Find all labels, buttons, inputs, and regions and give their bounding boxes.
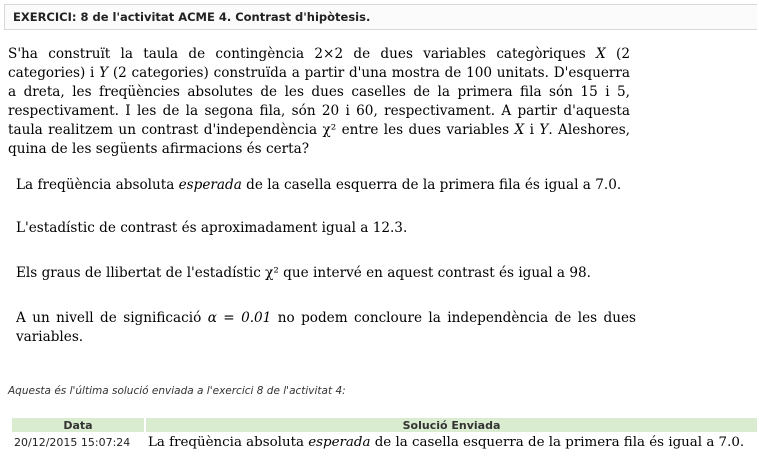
statement-text-2: (2 categories) i bbox=[8, 46, 630, 81]
table-row bbox=[12, 433, 757, 451]
variable-x: X bbox=[596, 46, 606, 62]
question-statement bbox=[8, 45, 630, 159]
exercise-header bbox=[4, 4, 757, 30]
column-header-date: Data bbox=[12, 418, 144, 432]
statement-text-4: i bbox=[524, 122, 540, 138]
answer-3-text: Els graus de llibertat de l'estadístic χ² que intervé en aquest contrast és igual a 98. bbox=[16, 265, 591, 281]
solution-text-post: de la casella esquerra de la primera fila és igual a 7.0. bbox=[370, 434, 745, 450]
variable-y-2: Y bbox=[539, 122, 549, 138]
answer-4-text-post: no podem concloure la independència de les dues variables. bbox=[16, 310, 636, 345]
statement-text-3: (2 categories) construïda a partir d'una mostra de 100 unitats. D'esquerra a dreta, les freqüències absolutes de les dues caselles de la primera fila són 15 i 5, respectivament. I les de la segona fila, són 20 i 60, respectivament. A partir d'aquesta taula realitzem un contrast d'independència χ² entre les dues variables bbox=[8, 65, 630, 138]
answer-2-text: L'estadístic de contrast és aproximadament igual a 12.3. bbox=[16, 220, 408, 236]
variable-y: Y bbox=[99, 65, 109, 81]
statement-text-5: . Aleshores, quina de les següents afirmacions és certa? bbox=[8, 122, 630, 157]
answer-option-4[interactable] bbox=[16, 309, 636, 347]
solution-date: 20/12/2015 15:07:24 bbox=[14, 435, 131, 449]
solution-text-pre: La freqüència absoluta bbox=[148, 434, 309, 450]
answer-option-1[interactable] bbox=[16, 176, 636, 195]
answer-option-3[interactable] bbox=[16, 264, 636, 283]
answer-4-alpha: α = 0.01 bbox=[207, 310, 272, 326]
answer-1-text-post: de la casella esquerra de la primera fila és igual a 7.0. bbox=[241, 177, 622, 193]
solution-table bbox=[10, 417, 759, 452]
answer-1-text-pre: La freqüència absoluta bbox=[16, 177, 179, 193]
answer-4-text-pre: A un nivell de significació bbox=[16, 310, 208, 326]
column-header-solution: Solució Enviada bbox=[146, 418, 757, 432]
solution-text-emphasis: esperada bbox=[308, 434, 371, 450]
statement-text-1: S'ha construït la taula de contingència 2×2 de dues variables categòriques bbox=[8, 46, 597, 62]
solution-table-header bbox=[12, 418, 757, 432]
exercise-title: EXERCICI: 8 de l'activitat ACME 4. Contrast d'hipòtesis. bbox=[13, 10, 371, 24]
answer-1-emphasis: esperada bbox=[178, 177, 242, 193]
answer-option-2[interactable] bbox=[16, 219, 636, 238]
variable-x-2: X bbox=[514, 122, 525, 138]
last-solution-note: Aquesta és l'última solució enviada a l'exercici 8 de l'activitat 4: bbox=[8, 385, 346, 397]
solution-text bbox=[146, 433, 757, 451]
